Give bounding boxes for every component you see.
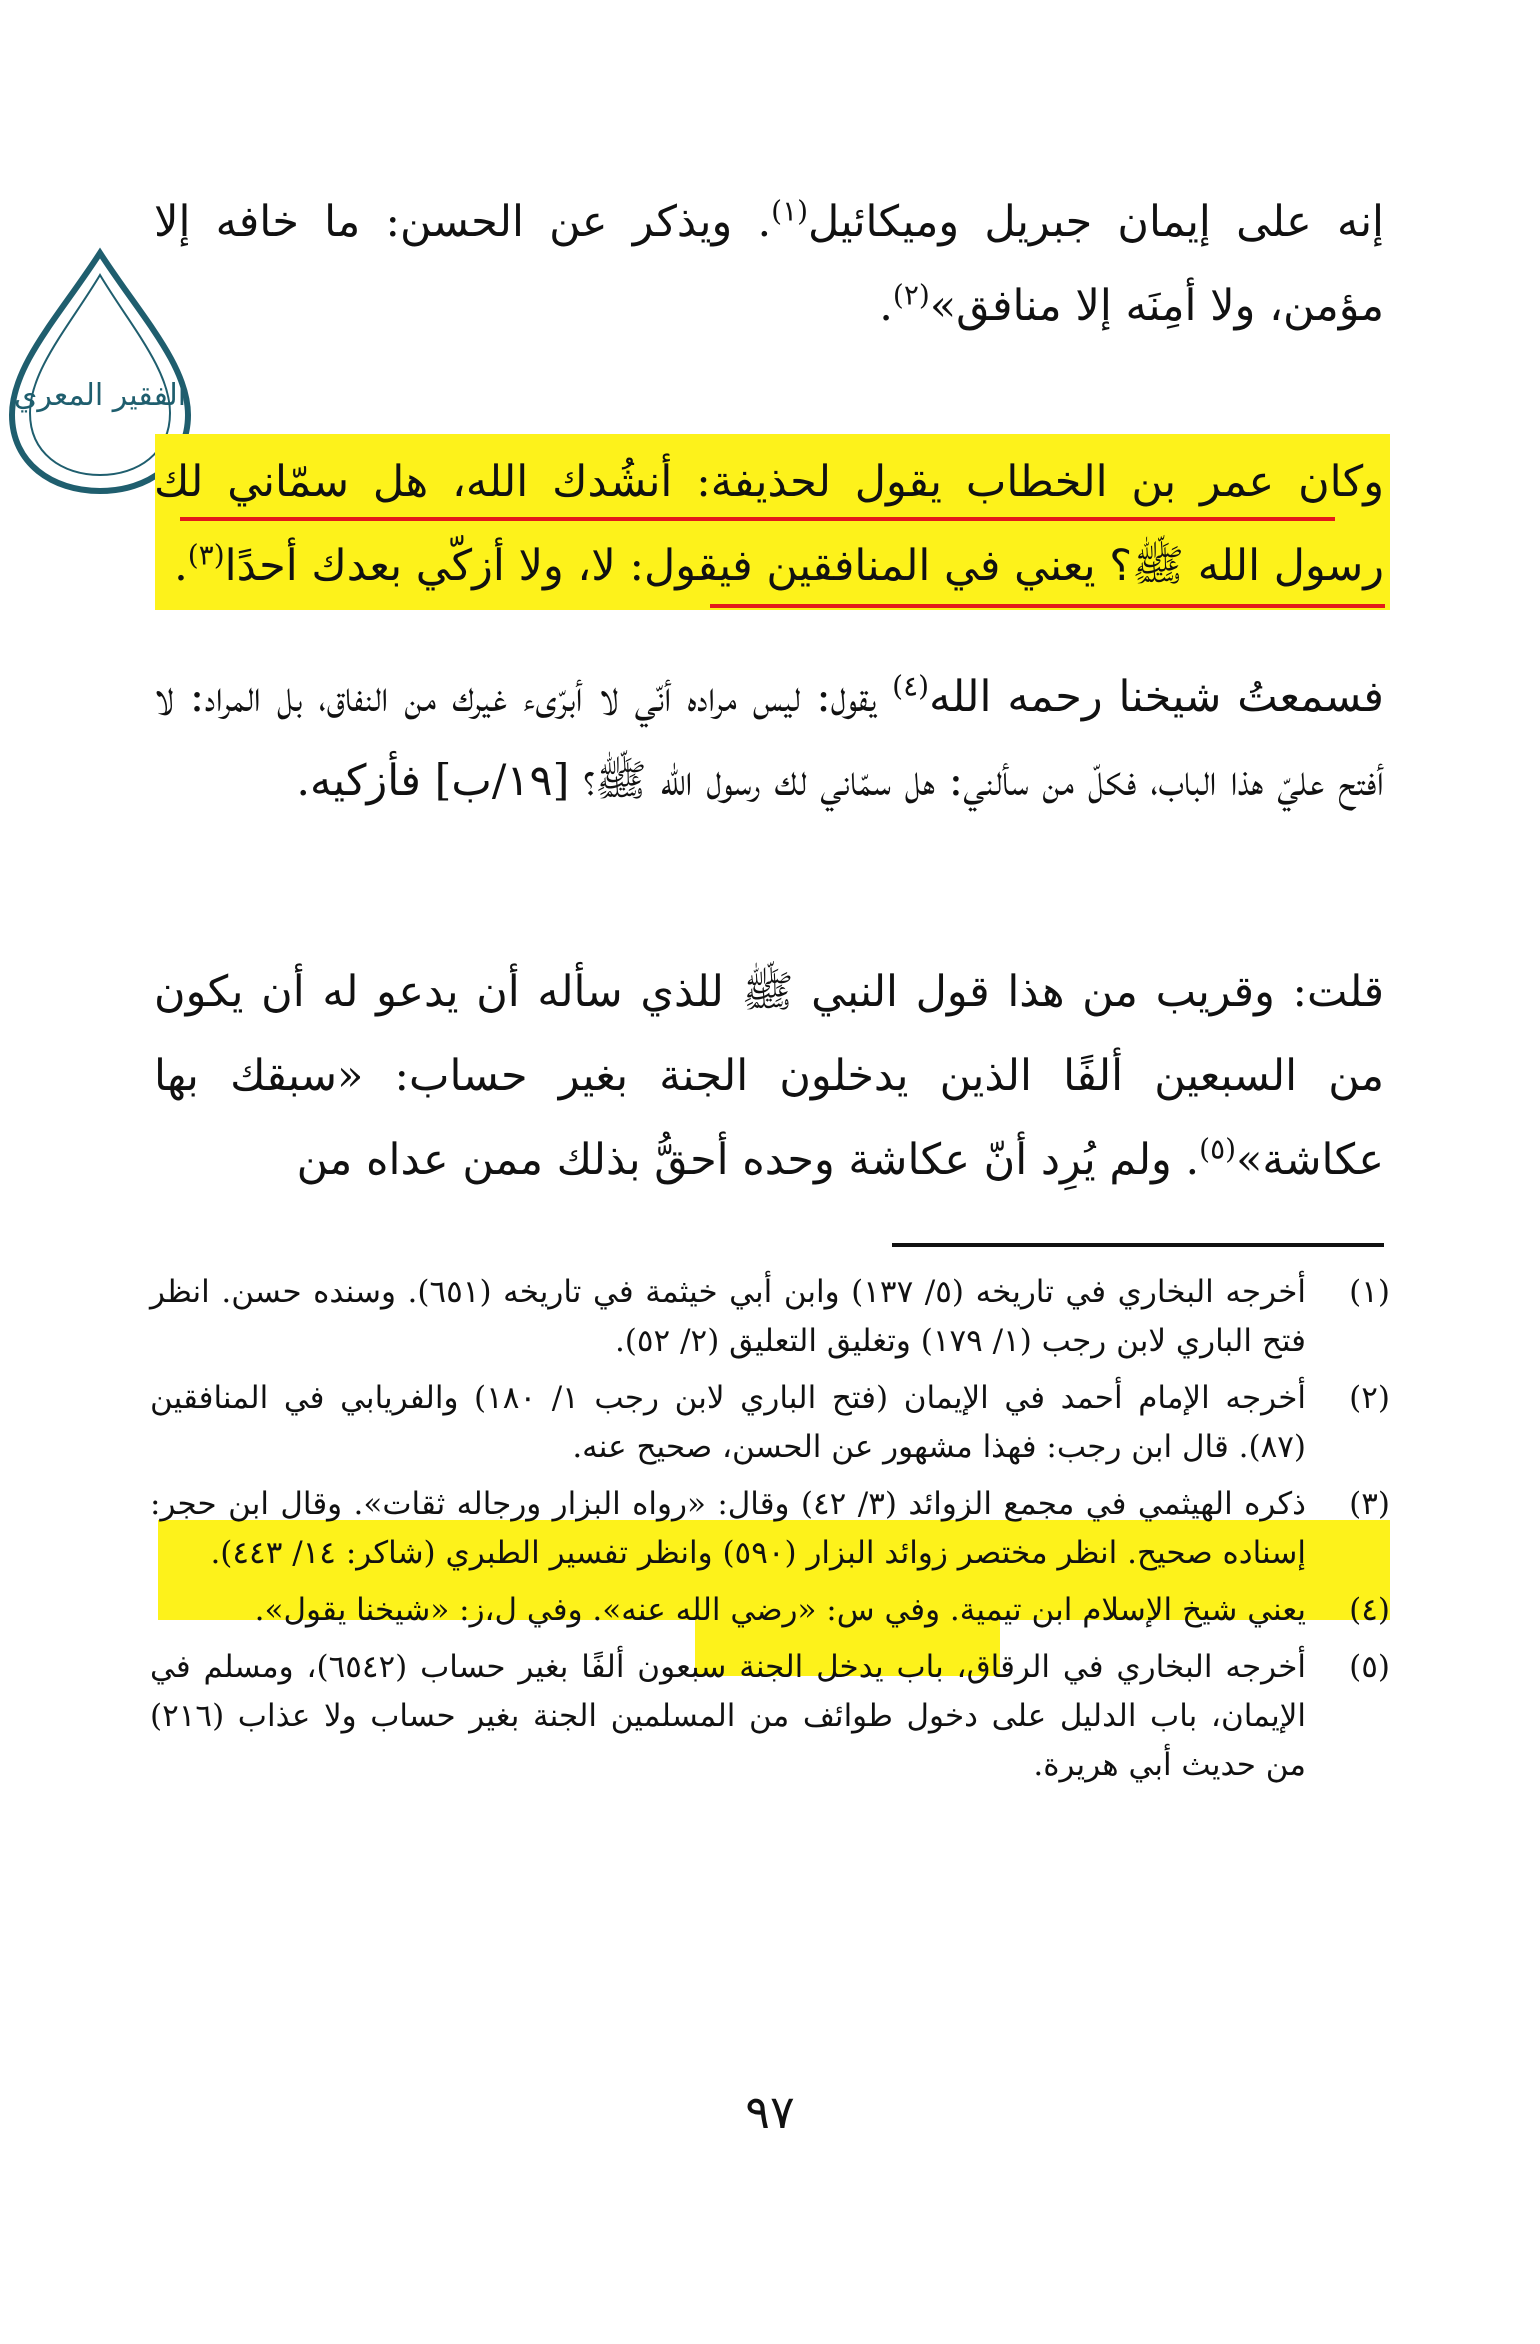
footnote-number: (٥): [1349, 1649, 1390, 1685]
footnote-number: (٣): [1349, 1486, 1390, 1522]
footnote-ref[interactable]: (٣): [187, 538, 225, 572]
text: وكان عمر بن الخطاب يقول لحذيفة: أنشُدك الله، هل سمّاني لك رسول الله ﷺ؟ يعني في المنافقين فيقول: لا، ولا أزكّي بعدك أحدًا: [154, 457, 1384, 591]
footnote-text: أخرجه الإمام أحمد في الإيمان (فتح الباري لابن رجب ١/ ١٨٠) والفريابي في المنافقين (٨٧). قال ابن رجب: فهذا مشهور عن الحسن، صحيح عنه.: [150, 1380, 1306, 1465]
footnote-ref[interactable]: (٢): [892, 278, 930, 312]
paragraph-2: [154, 440, 1384, 608]
footnote-ref[interactable]: (٥): [1199, 1132, 1237, 1166]
text: فسمعتُ شيخنا رحمه الله: [929, 672, 1384, 722]
paragraph-1: [154, 180, 1384, 348]
text: .: [879, 281, 893, 331]
text: قلت: وقريب من هذا قول النبي ﷺ للذي سأله أن يدعو له أن يكون من السبعين ألفًا الذين يدخلون الجنة بغير حساب: «سبقك بها عكاشة»: [154, 967, 1384, 1185]
footnote-number: (٤): [1349, 1592, 1390, 1628]
footnote-text: أخرجه البخاري في الرقاق، باب يدخل الجنة سبعون ألفًا بغير حساب (٦٥٤٢)، ومسلم في الإيمان، باب الدليل على دخول طوائف من المسلمين الجنة بغير حساب ولا عذاب (٢١٦) من حديث أبي هريرة.: [150, 1649, 1306, 1783]
text: يقول: ليس مراده أنّي لا أبرّىء غيرك من النفاق، بل المراد: لا أفتح عليّ هذا الباب، فكلّ من سألني: هل سمّاني لك رسول الله ﷺ؟ [١٩/ب] فأزكيه.: [154, 672, 1384, 806]
footnote-5: [150, 1643, 1390, 1790]
page-number: ٩٧: [745, 2085, 795, 2139]
red-underline: [180, 517, 1335, 521]
text: إنه على إيمان جبريل وميكائيل: [808, 197, 1384, 247]
footnote-number: (٢): [1349, 1380, 1390, 1416]
footnote-text: ذكره الهيثمي في مجمع الزوائد (٣/ ٤٢) وقال: «رواه البزار ورجاله ثقات». وقال ابن حجر: إسناده صحيح. انظر مختصر زوائد البزار (٥٩٠) وانظر تفسير الطبري (شاكر: ١٤/ ٤٤٣).: [150, 1486, 1306, 1571]
footnote-3: [150, 1480, 1390, 1578]
footnote-text: يعني شيخ الإسلام ابن تيمية. وفي س: «رضي الله عنه». وفي ل،ز: «شيخنا يقول».: [254, 1592, 1306, 1628]
text: . ولم يُرِد أنّ عكاشة وحده أحقُّ بذلك ممن عداه من: [296, 1135, 1200, 1185]
red-underline: [710, 604, 1385, 608]
footnote-4: [150, 1586, 1390, 1635]
footnote-number: (١): [1349, 1274, 1390, 1310]
paragraph-4: [154, 950, 1384, 1202]
footnote-1: [150, 1268, 1390, 1366]
paragraph-3: [154, 655, 1384, 823]
footnote-text: أخرجه البخاري في تاريخه (٥/ ١٣٧) وابن أبي خيثمة في تاريخه (٦٥١). وسنده حسن. انظر فتح الباري لابن رجب (١/ ١٧٩) وتغليق التعليق (٢/ ٥٢).: [150, 1274, 1306, 1359]
footnote-2: [150, 1374, 1390, 1472]
footnote-ref[interactable]: (١): [771, 194, 809, 228]
footnote-ref[interactable]: (٤): [892, 669, 930, 703]
footnotes: [150, 1268, 1390, 1798]
text: .: [174, 541, 188, 591]
text: . ويذكر عن الحسن: ما خافه إلا مؤمن، ولا أمِنَه إلا منافق»: [154, 197, 1384, 331]
logo-text: الفقير المعري: [13, 378, 187, 413]
footnote-separator: [892, 1243, 1384, 1247]
